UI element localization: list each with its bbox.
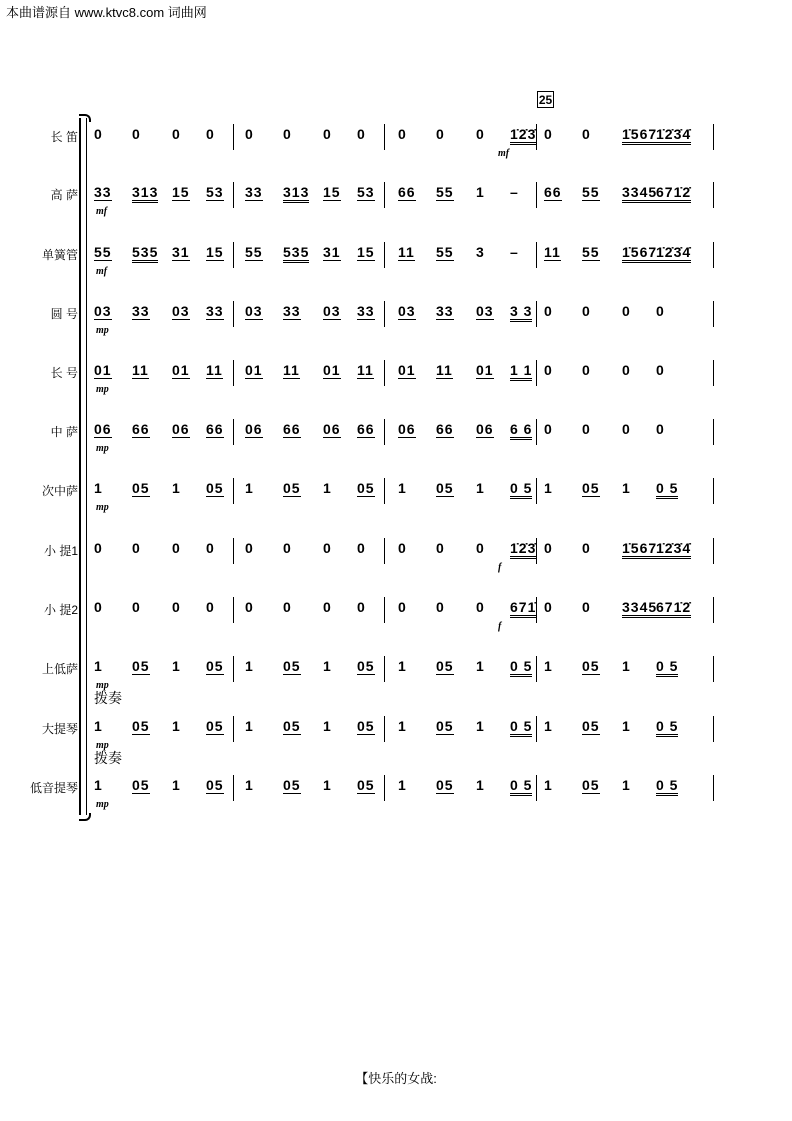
footer-title: 【快乐的女战: — [355, 1071, 437, 1086]
note-group: 05 — [132, 718, 150, 734]
instrument-name: 中 萨 — [50, 425, 78, 439]
note-group: 0 5 — [510, 480, 532, 499]
system-brace-bottom — [79, 813, 91, 821]
instrument-name: 上低萨 — [41, 662, 78, 676]
note-group: 33 — [206, 303, 224, 319]
note-group: 6 6 — [510, 421, 532, 440]
note-group: 1 — [323, 718, 332, 734]
note-group: 0 — [582, 599, 591, 615]
dynamic-marking: mf — [96, 266, 108, 277]
note-group: 0 — [476, 540, 485, 556]
staff-row — [0, 354, 792, 394]
instrument-name: 小 提1 — [43, 544, 78, 558]
barline — [536, 360, 537, 386]
note-group: 33 — [245, 184, 263, 200]
note-group: 11 — [398, 244, 415, 260]
staff-row — [0, 413, 792, 453]
barline — [384, 419, 385, 445]
barline — [233, 242, 234, 268]
note-group: 31 — [172, 244, 190, 260]
note-group: 1 — [323, 480, 332, 496]
dynamic-marking: mp — [96, 799, 109, 810]
note-group: 1 — [245, 777, 254, 793]
pizzicato-annotation: 拨奏 — [94, 690, 122, 706]
instrument-name: 长 号 — [50, 366, 78, 380]
note-group: 05 — [283, 658, 301, 674]
note-group: 0 — [323, 126, 332, 142]
instrument-name: 小 提2 — [43, 603, 78, 617]
note-group: 0 — [398, 540, 407, 556]
note-group: 0 — [582, 421, 591, 437]
barline — [233, 301, 234, 327]
note-group: 55 — [436, 244, 454, 260]
note-group: 15 — [357, 244, 375, 260]
note-group: 1̇2̇3̇ — [510, 126, 536, 145]
barline — [384, 656, 385, 682]
note-group: 1̇567 — [622, 126, 657, 145]
note-group: 1 — [476, 658, 485, 674]
note-group: 0 — [544, 303, 553, 319]
note-group: 66 — [283, 421, 301, 437]
instrument-name: 低音提琴 — [29, 781, 78, 795]
note-group: 0 5 — [656, 718, 678, 737]
note-group: 66 — [544, 184, 562, 200]
note-group: 0 — [544, 421, 553, 437]
note-group: 53 — [206, 184, 224, 200]
note-group: 05 — [357, 777, 375, 793]
barline — [713, 478, 714, 504]
note-group: 05 — [436, 777, 454, 793]
barline — [384, 182, 385, 208]
dynamic-marking: mf — [96, 206, 108, 217]
note-group: 313 — [132, 184, 158, 203]
barline — [536, 716, 537, 742]
note-group: 05 — [582, 718, 600, 734]
dynamic-marking: mp — [96, 502, 109, 513]
note-group: 0 — [206, 599, 215, 615]
note-group: 0 — [544, 126, 553, 142]
barline — [713, 124, 714, 150]
note-group: 1 — [398, 718, 407, 734]
staff-row — [0, 176, 792, 216]
dynamic-marking: mf — [498, 148, 510, 159]
note-group: 1 — [476, 480, 485, 496]
note-group: 05 — [283, 480, 301, 496]
note-group: 0 — [172, 126, 181, 142]
note-group: 0 — [544, 362, 553, 378]
barline — [384, 478, 385, 504]
note-group: 03 — [245, 303, 263, 319]
note-group: 05 — [357, 480, 375, 496]
barline — [713, 597, 714, 623]
staff-row — [0, 118, 792, 158]
note-group: 05 — [206, 718, 224, 734]
note-group: 3345 — [622, 599, 657, 618]
barline — [384, 242, 385, 268]
note-group: 671̇ — [510, 599, 536, 618]
staff-row — [0, 532, 792, 572]
note-group: 03 — [398, 303, 416, 319]
barline — [233, 538, 234, 564]
dynamic-marking: mp — [96, 384, 109, 395]
note-group: 0 — [323, 540, 332, 556]
dynamic-marking: mp — [96, 680, 109, 691]
note-group: 0 5 — [656, 480, 678, 499]
note-group: 06 — [172, 421, 190, 437]
note-group: 1̇567 — [622, 244, 657, 263]
note-group: 1 — [544, 480, 553, 496]
barline — [233, 478, 234, 504]
note-group: 0 — [245, 599, 254, 615]
barline — [233, 182, 234, 208]
note-group: 66 — [206, 421, 224, 437]
barline — [233, 716, 234, 742]
note-group: 06 — [94, 421, 112, 437]
note-group: 33 — [283, 303, 301, 319]
note-group: 01 — [323, 362, 341, 378]
note-group: 05 — [283, 718, 301, 734]
note-group: 11 — [132, 362, 149, 378]
instrument-name: 长 笛 — [50, 130, 78, 144]
note-group: 05 — [436, 718, 454, 734]
note-group: 1 — [622, 658, 631, 674]
note-group: 11 — [283, 362, 300, 378]
instrument-name: 圆 号 — [50, 307, 78, 321]
staff-row — [0, 236, 792, 276]
note-group: 0 — [283, 599, 292, 615]
note-group: – — [510, 244, 519, 260]
note-group: 33 — [132, 303, 150, 319]
pizzicato-annotation: 拨奏 — [94, 750, 122, 766]
note-group: 0 — [94, 540, 103, 556]
barline — [713, 360, 714, 386]
note-group: 05 — [582, 658, 600, 674]
note-group: 01 — [245, 362, 263, 378]
note-group: 1 — [622, 777, 631, 793]
note-group: 0 — [622, 421, 631, 437]
note-group: 1 — [94, 480, 103, 496]
note-group: 03 — [476, 303, 494, 319]
note-group: 0 — [206, 540, 215, 556]
note-group: 0 — [245, 126, 254, 142]
note-group: 1 — [172, 718, 181, 734]
note-group: 0 — [544, 599, 553, 615]
note-group: 0 — [622, 303, 631, 319]
staff-row — [0, 591, 792, 631]
note-group: 0 — [283, 540, 292, 556]
note-group: 1 1 — [510, 362, 532, 381]
note-group: 01 — [398, 362, 416, 378]
note-group: 0 — [656, 303, 665, 319]
note-group: 0 — [132, 599, 141, 615]
note-group: 1 — [622, 718, 631, 734]
note-group: 1 — [398, 480, 407, 496]
barline — [536, 301, 537, 327]
note-group: 1 — [172, 658, 181, 674]
note-group: 05 — [582, 777, 600, 793]
note-group: 05 — [132, 480, 150, 496]
barline — [713, 182, 714, 208]
note-group: 0 — [132, 540, 141, 556]
staff-row — [0, 472, 792, 512]
barline — [713, 419, 714, 445]
barline — [536, 656, 537, 682]
note-group: 0 — [132, 126, 141, 142]
note-group: 06 — [323, 421, 341, 437]
note-group: 0 5 — [656, 658, 678, 677]
barline — [536, 478, 537, 504]
barline — [233, 360, 234, 386]
note-group: 0 — [582, 126, 591, 142]
note-group: 11 — [436, 362, 453, 378]
note-group: 55 — [582, 244, 600, 260]
note-group: 535 — [283, 244, 309, 263]
note-group: 05 — [283, 777, 301, 793]
note-group: 03 — [94, 303, 112, 319]
note-group: 0 5 — [656, 777, 678, 796]
note-group: 1 — [476, 718, 485, 734]
note-group: 55 — [582, 184, 600, 200]
note-group: 671̇2̇ — [656, 184, 691, 203]
instrument-name: 次中萨 — [41, 484, 78, 498]
note-group: 0 — [656, 362, 665, 378]
note-group: 03 — [172, 303, 190, 319]
note-group: 01 — [476, 362, 494, 378]
note-group: 0 — [283, 126, 292, 142]
note-group: 05 — [436, 658, 454, 674]
barline — [233, 124, 234, 150]
note-group: – — [510, 184, 519, 200]
note-group: 05 — [206, 658, 224, 674]
note-group: 15 — [206, 244, 224, 260]
note-group: 1 — [476, 777, 485, 793]
note-group: 0 5 — [510, 777, 532, 796]
note-group: 0 — [582, 540, 591, 556]
note-group: 33 — [94, 184, 112, 200]
note-group: 1 — [245, 718, 254, 734]
barline — [713, 775, 714, 801]
note-group: 0 — [582, 362, 591, 378]
dynamic-marking: f — [498, 562, 502, 573]
barline — [536, 597, 537, 623]
note-group: 0 — [436, 599, 445, 615]
staff-row — [0, 295, 792, 335]
barline — [713, 242, 714, 268]
note-group: 0 — [436, 126, 445, 142]
note-group: 1̇2̇3̇4̇ — [656, 126, 691, 145]
note-group: 1 — [398, 777, 407, 793]
note-group: 671̇2̇ — [656, 599, 691, 618]
note-group: 0 — [398, 126, 407, 142]
note-group: 1̇2̇3̇ — [510, 540, 536, 559]
note-group: 0 5 — [510, 718, 532, 737]
barline — [713, 538, 714, 564]
note-group: 0 — [94, 126, 103, 142]
note-group: 11 — [544, 244, 561, 260]
note-group: 05 — [132, 658, 150, 674]
dynamic-marking: mp — [96, 740, 109, 751]
barline — [536, 182, 537, 208]
note-group: 0 — [656, 421, 665, 437]
note-group: 1 — [94, 658, 103, 674]
staff-row — [0, 650, 792, 706]
instrument-name: 高 萨 — [50, 188, 78, 202]
barline — [713, 301, 714, 327]
rehearsal-mark: 25 — [538, 92, 553, 107]
barline — [384, 301, 385, 327]
note-group: 15 — [172, 184, 190, 200]
note-group: 1̇567 — [622, 540, 657, 559]
note-group: 03 — [323, 303, 341, 319]
note-group: 11 — [206, 362, 223, 378]
note-group: 31 — [323, 244, 341, 260]
note-group: 1 — [544, 777, 553, 793]
barline — [384, 716, 385, 742]
note-group: 05 — [132, 777, 150, 793]
note-group: 66 — [132, 421, 150, 437]
note-group: 1 — [172, 777, 181, 793]
note-group: 0 — [172, 540, 181, 556]
note-group: 33 — [357, 303, 375, 319]
note-group: 1 — [323, 658, 332, 674]
note-group: 06 — [245, 421, 263, 437]
note-group: 01 — [172, 362, 190, 378]
note-group: 05 — [582, 480, 600, 496]
note-group: 55 — [436, 184, 454, 200]
barline — [536, 775, 537, 801]
note-group: 0 — [357, 126, 366, 142]
note-group: 55 — [245, 244, 263, 260]
barline — [536, 242, 537, 268]
note-group: 0 — [245, 540, 254, 556]
note-group: 55 — [94, 244, 112, 260]
barline — [384, 360, 385, 386]
note-group: 0 — [398, 599, 407, 615]
note-group: 3345 — [622, 184, 657, 203]
note-group: 0 — [582, 303, 591, 319]
note-group: 0 — [357, 540, 366, 556]
note-group: 66 — [436, 421, 454, 437]
staff-row — [0, 769, 792, 809]
barline — [233, 656, 234, 682]
note-group: 1 — [172, 480, 181, 496]
note-group: 1 — [476, 184, 485, 200]
barline — [384, 775, 385, 801]
note-group: 0 — [436, 540, 445, 556]
barline — [384, 597, 385, 623]
note-group: 1 — [544, 718, 553, 734]
note-group: 15 — [323, 184, 341, 200]
barline — [384, 124, 385, 150]
note-group: 05 — [206, 777, 224, 793]
note-group: 06 — [398, 421, 416, 437]
note-group: 0 — [172, 599, 181, 615]
barline — [536, 538, 537, 564]
note-group: 535 — [132, 244, 158, 263]
note-group: 1 — [94, 718, 103, 734]
note-group: 05 — [357, 658, 375, 674]
dynamic-marking: mp — [96, 443, 109, 454]
barline — [233, 597, 234, 623]
barline — [233, 419, 234, 445]
note-group: 1 — [398, 658, 407, 674]
note-group: 33 — [436, 303, 454, 319]
note-group: 1 — [544, 658, 553, 674]
note-group: 66 — [398, 184, 416, 200]
note-group: 0 — [476, 599, 485, 615]
note-group: 0 — [357, 599, 366, 615]
barline — [233, 775, 234, 801]
note-group: 313 — [283, 184, 309, 203]
note-group: 0 — [544, 540, 553, 556]
instrument-name: 单簧管 — [41, 248, 78, 262]
note-group: 66 — [357, 421, 375, 437]
note-group: 0 — [476, 126, 485, 142]
note-group: 06 — [476, 421, 494, 437]
note-group: 0 — [323, 599, 332, 615]
barline — [713, 656, 714, 682]
note-group: 3 — [476, 244, 485, 260]
note-group: 1 — [622, 480, 631, 496]
barline — [536, 419, 537, 445]
note-group: 0 — [206, 126, 215, 142]
dynamic-marking: f — [498, 621, 502, 632]
staff-row — [0, 710, 792, 766]
instrument-name: 大提琴 — [41, 722, 78, 736]
dynamic-marking: mp — [96, 325, 109, 336]
note-group: 0 — [94, 599, 103, 615]
note-group: 1 — [323, 777, 332, 793]
note-group: 0 5 — [510, 658, 532, 677]
note-group: 3 3 — [510, 303, 532, 322]
note-group: 05 — [357, 718, 375, 734]
barline — [536, 124, 537, 150]
barline — [384, 538, 385, 564]
note-group: 1 — [94, 777, 103, 793]
note-group: 53 — [357, 184, 375, 200]
barline — [713, 716, 714, 742]
note-group: 1 — [245, 480, 254, 496]
note-group: 05 — [206, 480, 224, 496]
note-group: 05 — [436, 480, 454, 496]
note-group: 1 — [245, 658, 254, 674]
note-group: 1̇2̇3̇4̇ — [656, 244, 691, 263]
source-header: 本曲谱源自 www.ktvc8.com 词曲网 — [6, 5, 207, 20]
note-group: 11 — [357, 362, 374, 378]
note-group: 0 — [622, 362, 631, 378]
note-group: 01 — [94, 362, 112, 378]
note-group: 1̇2̇3̇4̇ — [656, 540, 691, 559]
